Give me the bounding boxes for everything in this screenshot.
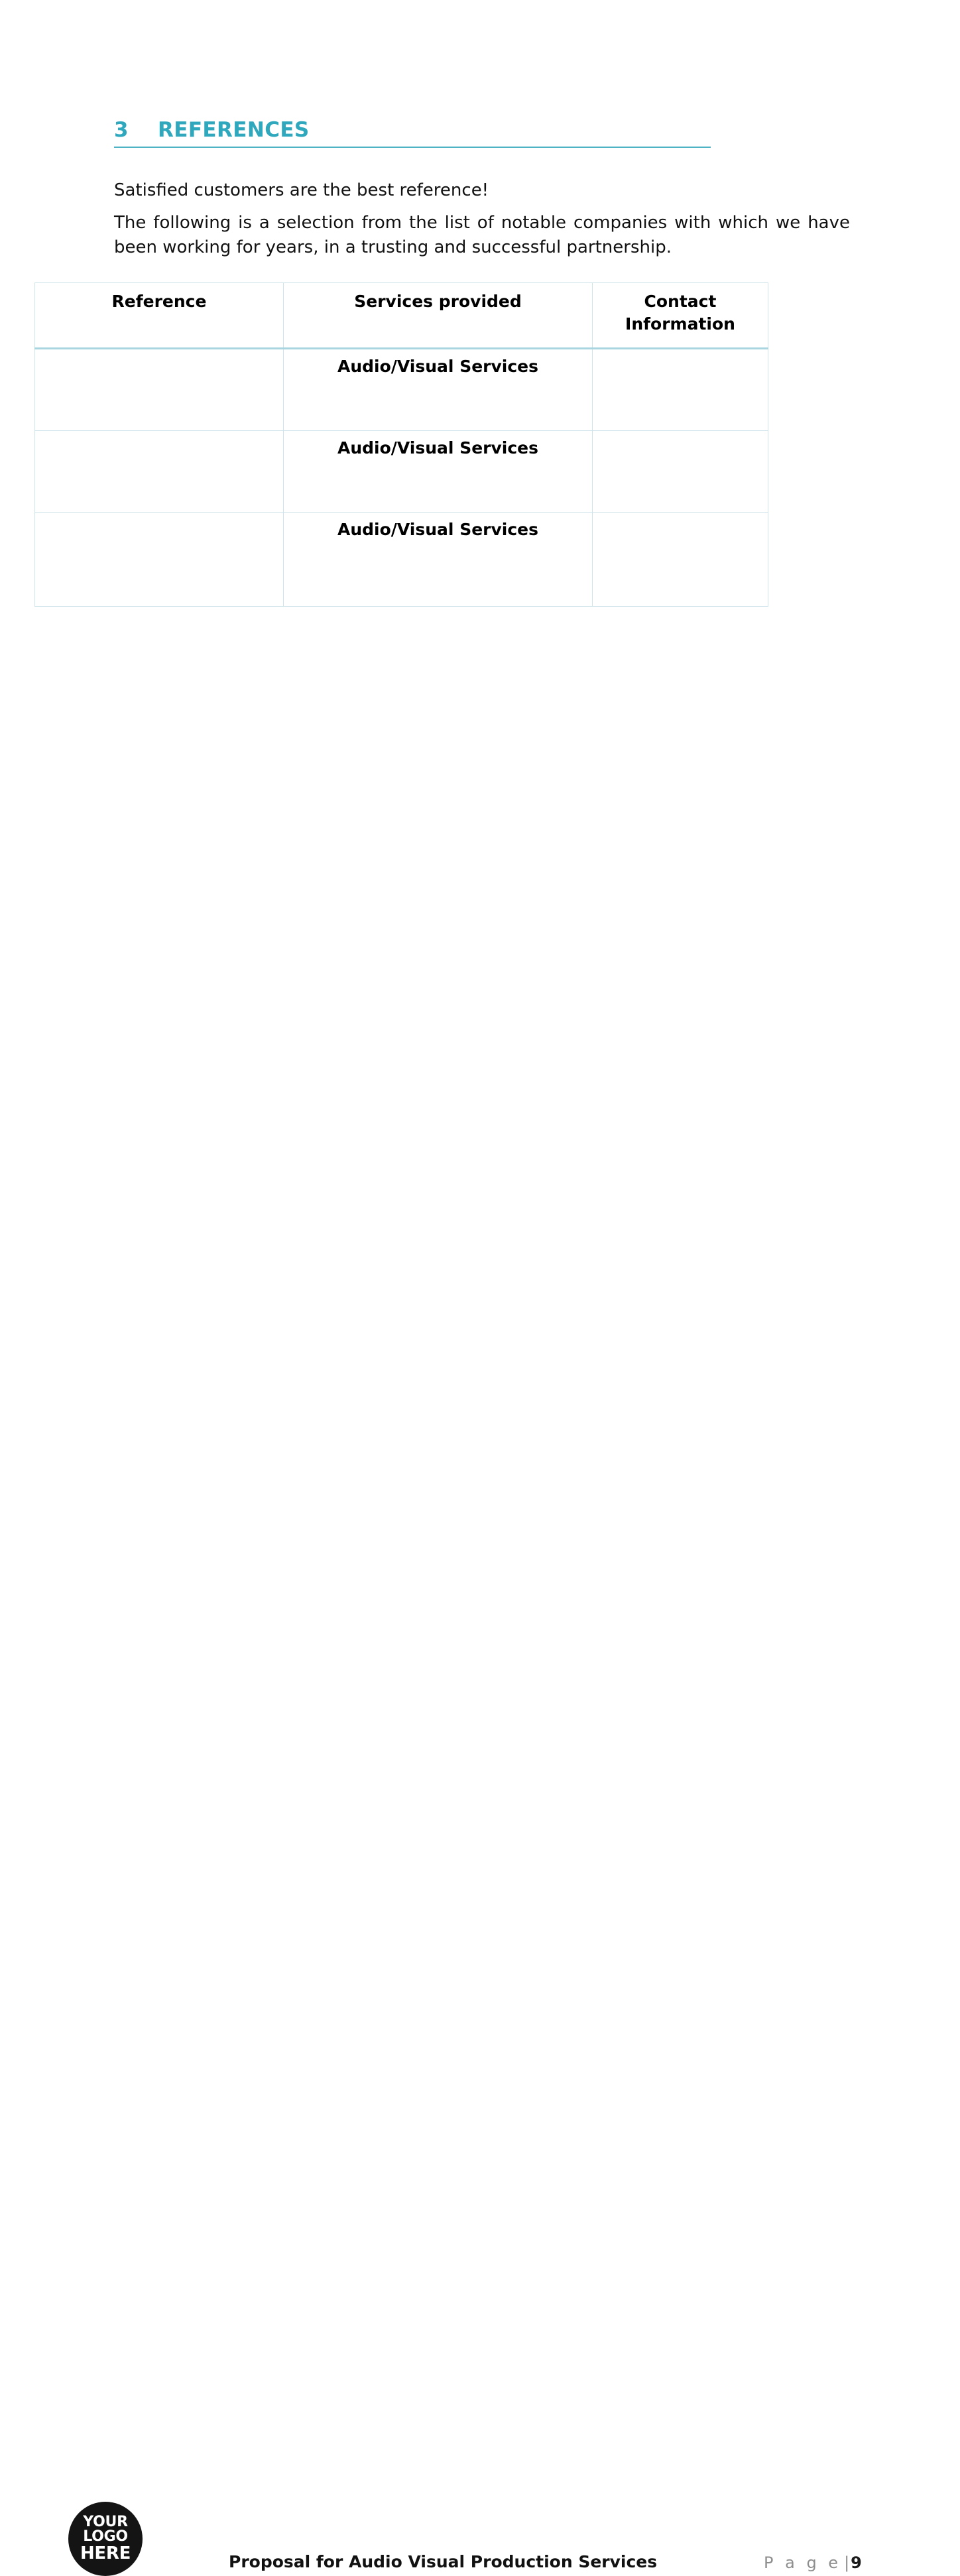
logo-placeholder-icon — [68, 2502, 143, 2576]
cell-contact — [593, 513, 768, 607]
column-header-services-provided: Services provided — [284, 283, 593, 349]
heading-underline-rule — [114, 147, 711, 148]
page-separator: | — [844, 2553, 850, 2572]
heading-number: 3 — [114, 118, 129, 142]
cell-reference — [35, 349, 284, 431]
logo-line-2: LOGO — [83, 2528, 128, 2545]
cell-contact — [593, 349, 768, 431]
logo-line-1: YOUR — [83, 2513, 128, 2530]
intro-paragraph-2: The following is a selection from the list of notable companies with which we have been working for years, in a trusting and successful partnership. — [114, 213, 850, 258]
page-number: 9 — [851, 2553, 862, 2572]
table-row — [35, 513, 768, 607]
section-heading — [114, 118, 711, 148]
cell-services: Audio/Visual Services — [284, 513, 593, 607]
table-row — [35, 349, 768, 431]
page-footer — [0, 1245, 960, 2572]
cell-reference — [35, 513, 284, 607]
heading-row — [114, 118, 711, 142]
column-header-contact-information: Contact Information — [593, 283, 768, 349]
logo-line-3: HERE — [80, 2544, 131, 2564]
page-number-block — [764, 2553, 862, 2572]
cell-reference — [35, 431, 284, 513]
references-table — [34, 282, 768, 607]
page-label: P a g e — [764, 2553, 842, 2572]
intro-paragraph-1: Satisfied customers are the best reference! — [114, 180, 489, 200]
footer-document-title: Proposal for Audio Visual Production Services — [229, 2552, 658, 2571]
cell-contact — [593, 431, 768, 513]
page-title: REFERENCES — [158, 118, 310, 142]
table-row — [35, 431, 768, 513]
table-header-row — [35, 283, 768, 349]
column-header-reference: Reference — [35, 283, 284, 349]
cell-services: Audio/Visual Services — [284, 431, 593, 513]
cell-services: Audio/Visual Services — [284, 349, 593, 431]
